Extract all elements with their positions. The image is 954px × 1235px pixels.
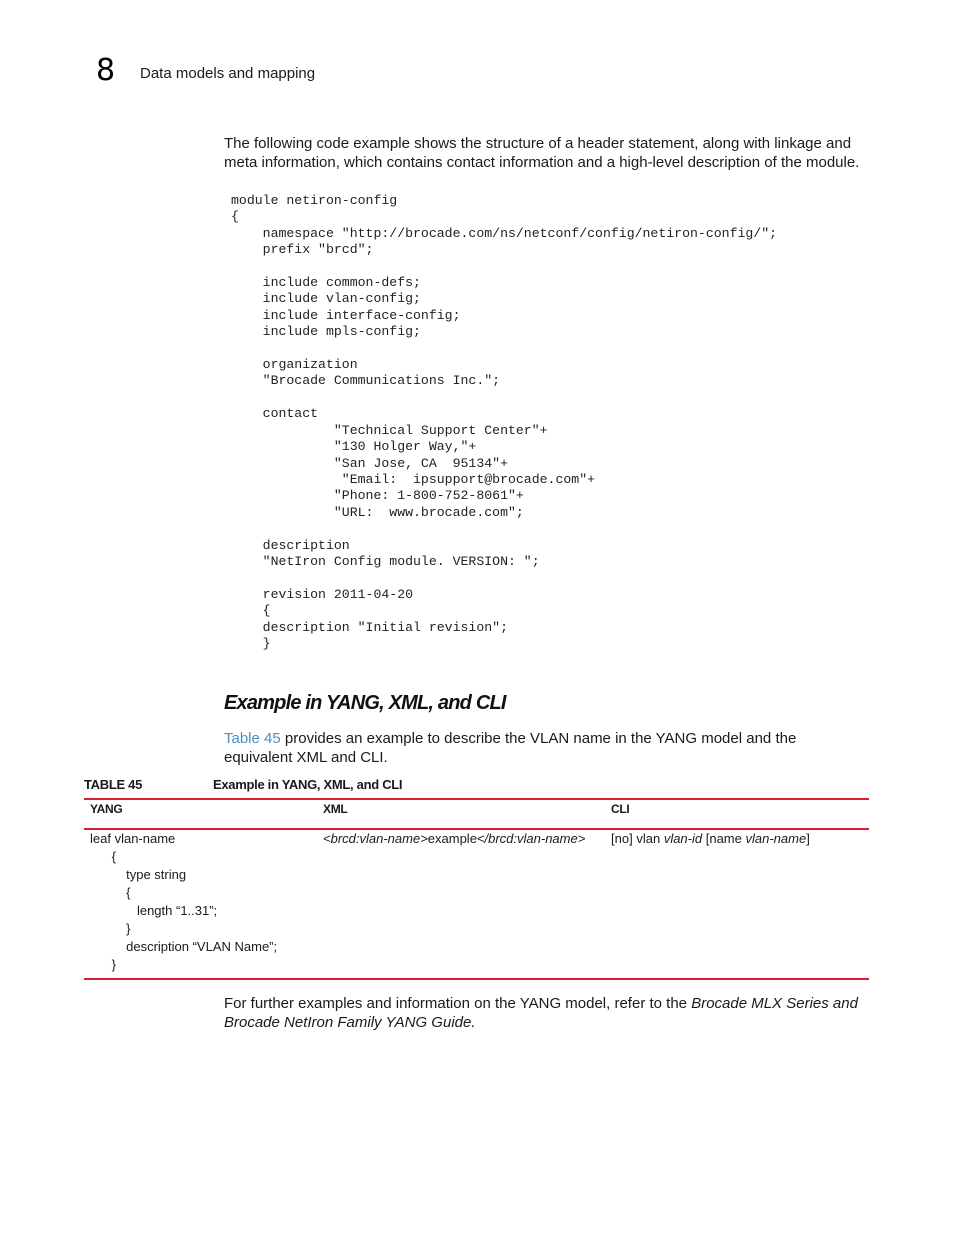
closing-paragraph xyxy=(224,994,864,1032)
yang-line: } xyxy=(90,957,117,972)
intro-paragraph: The following code example shows the structure of a header statement, along with linkage and meta information, which contains contact information and a high-level description of the module. xyxy=(224,135,860,171)
table-top-rule xyxy=(84,798,869,800)
yang-line: leaf vlan-name xyxy=(90,831,176,846)
yang-cell xyxy=(90,830,277,974)
section-paragraph xyxy=(224,729,864,767)
chapter-title: Data models and mapping xyxy=(140,65,316,82)
xml-open-tag: <brcd:vlan-name> xyxy=(323,831,428,846)
table-bottom-rule xyxy=(84,978,869,980)
column-header-xml: XML xyxy=(323,802,348,816)
yang-line: { xyxy=(90,885,131,900)
cli-keyword-vlan: vlan xyxy=(636,831,661,846)
cli-bracket: ] xyxy=(629,831,637,846)
yang-line: description “VLAN Name”; xyxy=(90,939,278,954)
yang-line: } xyxy=(90,921,131,936)
cli-arg-vlan-id: vlan-id xyxy=(663,831,703,846)
cli-cell xyxy=(611,830,810,848)
xml-close-tag: </brcd:vlan-name> xyxy=(476,831,586,846)
column-header-cli: CLI xyxy=(611,802,630,816)
cli-arg-vlan-name: vlan-name xyxy=(745,831,807,846)
table-title: Example in YANG, XML, and CLI xyxy=(213,777,403,792)
section-heading: Example in YANG, XML, and CLI xyxy=(224,692,506,714)
section-paragraph-text: provides an example to describe the VLAN name in the YANG model and the equivalent XML and CLI. xyxy=(224,730,797,766)
chapter-number: 8 xyxy=(96,53,116,88)
table-45-link[interactable]: Table 45 xyxy=(224,730,281,747)
cli-bracket: [ xyxy=(702,831,710,846)
xml-cell xyxy=(323,830,585,848)
column-header-yang: YANG xyxy=(90,802,123,816)
yang-line: type string xyxy=(90,867,187,882)
cli-keyword-name: name xyxy=(709,831,742,846)
closing-paragraph-text: For further examples and information on the YANG model, refer to the xyxy=(224,995,692,1012)
cli-keyword-no: no xyxy=(614,831,630,846)
xml-content: example xyxy=(427,831,477,846)
yang-line: length “1..31”; xyxy=(90,903,218,918)
yang-line: { xyxy=(90,849,117,864)
book-title: Brocade MLX Series and Brocade NetIron Family YANG Guide. xyxy=(224,995,858,1031)
code-block: module netiron-config { namespace "http://brocade.com/ns/netconf/config/netiron-config/"; prefix "brcd"; include common-defs; include vlan-config; include interface-config; include mpls-config; organization "Brocade Communications Inc."; contact "Technical Support Center"+ "130 Holger Way,"+ "San Jose, CA 95134"+ "Email: ipsupport@brocade.com"+ "Phone: 1-800-752-8061"+ "URL: www.brocade.com"; description "NetIron Config module. VERSION: "; revision 2011-04-20 { description "Initial revision"; } xyxy=(231,193,778,651)
cli-bracket: ] xyxy=(806,831,810,846)
cli-bracket: [ xyxy=(611,831,615,846)
table-label: TABLE 45 xyxy=(84,777,143,792)
